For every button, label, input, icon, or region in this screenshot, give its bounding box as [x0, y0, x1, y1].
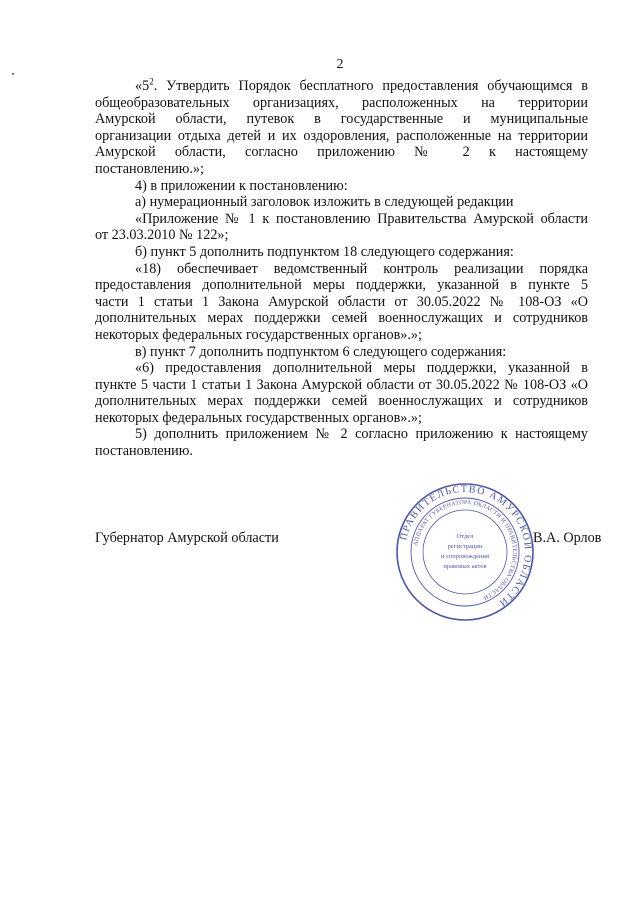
signatory-title: Губернатор Амурской области [95, 530, 279, 546]
page-number: 2 [336, 57, 344, 72]
text-line: общеобразовательных организациях, расположенных на территории [95, 94, 588, 111]
text-line: дополнительных мерах поддержки семей военнослужащих и сотрудников [95, 310, 588, 327]
text-line: «18) обеспечивает ведомственный контроль реализации порядка [135, 260, 588, 277]
paragraph-subitem-v: в) пункт 7 дополнить подпунктом 6 следующего содержания: [135, 343, 507, 360]
scan-speck [12, 73, 14, 75]
text-line: Амурской области, согласно приложению № 2 к настоящему [95, 144, 588, 161]
stamp-center-line: регистрации [447, 543, 483, 550]
document-body [95, 78, 588, 460]
text-line: «6) предоставления дополнительной меры поддержки, указанной в [135, 360, 588, 377]
text-line: постановлению. [95, 443, 193, 460]
text-line: предоставления дополнительной меры поддержки, указанной в пункте 5 [95, 277, 588, 294]
text-line: дополнительных мерах поддержки семей военнослужащих и сотрудников [95, 393, 588, 410]
signatory-name: В.А. Орлов [533, 530, 602, 546]
paragraph-subitem-a: а) нумерационный заголовок изложить в следующей редакции [135, 194, 514, 211]
text-line: некоторых федеральных государственных органов».»; [95, 326, 422, 343]
text-line: от 23.03.2010 № 122»; [95, 227, 229, 244]
paragraph-subitem-6 [95, 360, 588, 426]
text-line: части 1 статьи 1 Закона Амурской области от 30.05.2022 № 108-ОЗ «О [95, 293, 588, 310]
text-line: «Приложение № 1 к постановлению Правительства Амурской области [135, 210, 588, 227]
official-seal-stamp [395, 482, 535, 622]
stamp-center-line: и сопровождения [441, 553, 489, 560]
text-line: 5) дополнить приложением № 2 согласно приложению к настоящему [135, 426, 588, 443]
text-line: Амурской области, путевок в государственные и муниципальные [95, 111, 588, 128]
stamp-outer-text: ПРАВИТЕЛЬСТВО АМУРСКОЙ ОБЛАСТИ [398, 483, 534, 609]
paragraph-subitem-b: б) пункт 5 дополнить подпунктом 18 следующего содержания: [135, 243, 514, 260]
stamp-center-line: Отдел [456, 533, 474, 540]
paragraph-approve-procedure [95, 78, 588, 178]
text-line: некоторых федеральных государственных органов».»; [95, 409, 422, 426]
stamp-center-line: правовых актов [443, 563, 487, 570]
paragraph-appendix-heading [95, 211, 588, 244]
paragraph-subitem-18 [95, 261, 588, 344]
text-line: организации отдыха детей и их оздоровления, расположенные на территории [95, 127, 588, 144]
paragraph-item-4: 4) в приложении к постановлению: [135, 177, 348, 194]
stamp-inner-ring-text: АППАРАТ ГУБЕРНАТОРА ОБЛАСТИ И ПРАВИТЕЛЬСТВА ОБЛАСТИ [413, 499, 518, 601]
text-line: пункте 5 части 1 статьи 1 Закона Амурской области от 30.05.2022 № 108-ОЗ «О [95, 376, 588, 393]
text-line: постановлению.»; [95, 160, 204, 177]
text-line: «$5^2$. Утвердить Порядок бесплатного предоставления обучающимся в [135, 76, 588, 94]
paragraph-item-5 [95, 426, 588, 459]
